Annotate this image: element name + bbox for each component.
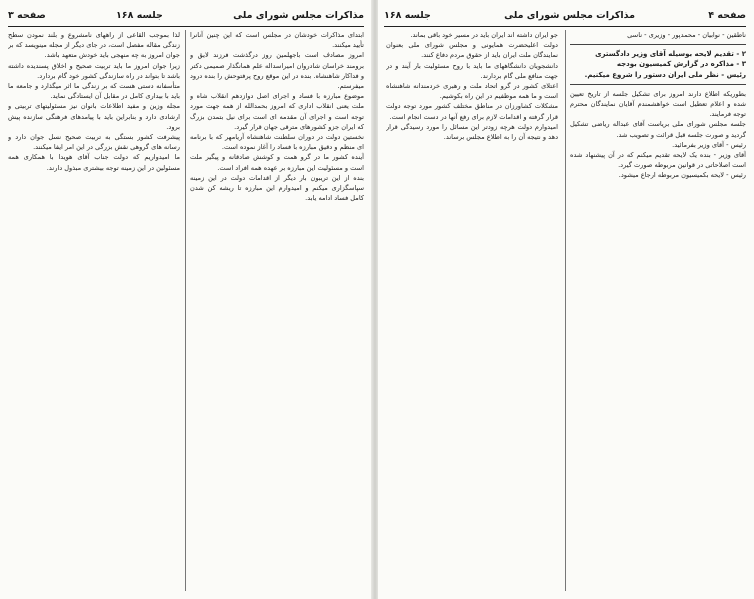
paragraph: بنده از این تریبون بار دیگر از اقدامات دولت در این زمینه سپاسگزاری میکنم و امیدوارم این مبارزه تا ریشه کن شدن کامل فساد ادامه یابد. bbox=[190, 173, 364, 203]
paragraph: رئیس - لایحه بکمیسیون مربوطه ارجاع میشود. bbox=[618, 171, 746, 180]
paragraph: لذا بموجب القاعی از راههای نامشروع و بلند نمودن سطح زندگی مقاله مفصل است، در جای دیگر از مجله مینویسد که بر جوان امروز به چه منهجی باید خودش متعهد باشد. bbox=[8, 31, 180, 60]
speakers-list: ناطقین - نوابیان - محمدپور - وزیری - ناسی bbox=[627, 31, 746, 39]
paragraph: جو ایران داشته اند ایران باید در مسیر خود باقی بماند. bbox=[410, 31, 558, 39]
paragraph: موضوع مبارزه با فساد و اجرای اصل دوازدهم انقلاب شاه و ملت یعنی انقلاب اداری که امروز بحمدالله از همه جهت مورد توجه است و اجرای آن مقدمه ای است برای نیل بتمدن بزرگ که ایران جزو کشورهای مترقی جهان قرار گیرد. bbox=[190, 92, 364, 131]
paragraph: اعتلای کشور در گرو اتحاد ملت و رهبری خردمندانه شاهنشاه است و ما همه موظفیم در این راه بکوشیم. bbox=[386, 82, 558, 101]
paragraph: نخستین دولت در دوران سلطنت شاهنشاه آریامهر که با برنامه ای منظم و دقیق مبارزه با فساد را آغاز نموده است. bbox=[190, 133, 364, 152]
paragraph: آینده کشور ما در گرو همت و کوشش صادقانه و پیگیر ملت است و مسئولیت این مبارزه بر عهده همه افراد است. bbox=[190, 153, 364, 172]
left-header-page-number: صفحه ۳ bbox=[8, 9, 46, 21]
agenda-item: رئیس - نظر ملی ایران دستور را شروع میکنیم. bbox=[584, 70, 746, 79]
paragraph: متأسفانه دستی هست که بر زندگی ما اثر میگذارد و جامعه ما باید با بیداری کامل در مقابل آن ایستادگی نماید. bbox=[8, 82, 180, 101]
paragraph: ما امیدواریم که دولت جناب آقای هویدا با همکاری همه مسئولین در این زمینه توجه بیشتری مبذول دارند. bbox=[8, 153, 180, 172]
paragraph: ابتدای مذاکرات خودشان در مجلس است که این چنین آنانرا تأیید میکنند. bbox=[190, 31, 364, 50]
paragraph: آقای وزیر - بنده یک لایحه تقدیم میکنم که در آن پیشنهاد شده است اصلاحاتی در قوانین مربوطه صورت گیرد. bbox=[570, 151, 746, 170]
right-header-title: مذاکرات مجلس شورای ملی bbox=[504, 9, 636, 21]
paragraph: زیرا جوان امروز ما باید تربیت صحیح و اخلاق پسندیده داشته باشد تا بتواند در راه سازندگی کشور خود گام بردارد. bbox=[8, 61, 180, 80]
agenda-item: ۲ - تقدیم لایحه بوسیله آقای وزیر دادگستری bbox=[595, 50, 746, 59]
paragraph: جلسه مجلس شورای ملی بریاست آقای عبداله ریاضی تشکیل گردید و صورت جلسه قبل قرائت و تصویب شد. bbox=[570, 120, 746, 139]
left-header-session: جلسه ۱۶۸ bbox=[115, 9, 163, 21]
left-page-left-column bbox=[8, 30, 180, 593]
left-header-title: مذاکرات مجلس شورای ملی bbox=[233, 9, 364, 21]
left-page bbox=[0, 0, 372, 599]
section-divider bbox=[570, 44, 746, 45]
right-page bbox=[378, 0, 754, 599]
right-header-page-number: صفحه ۴ bbox=[708, 9, 746, 21]
paragraph: دولت اعلیحضرت همایونی و مجلس شورای ملی بعنوان نمایندگان ملت ایران باید از حقوق مردم دفاع کنند. bbox=[386, 41, 558, 60]
paragraph: دانشجویان دانشگاههای ما باید با روح مسئولیت بار آیند و در جهت منافع ملی گام بردارند. bbox=[386, 61, 558, 80]
right-page-right-column bbox=[570, 30, 746, 593]
paragraph: پیشرفت کشور بستگی به تربیت صحیح نسل جوان دارد و رسانه های گروهی نقش بزرگی در این امر ایفا میکنند. bbox=[8, 133, 180, 152]
left-page-header bbox=[8, 6, 364, 27]
right-page-left-column bbox=[386, 30, 558, 593]
agenda-item: ۳ - مذاکره در گزارش کمیسیون بودجه bbox=[616, 60, 746, 69]
paragraph: امیدوارم دولت هرچه زودتر این مسائل را مورد رسیدگی قرار دهد و نتیجه آن را به اطلاع مجلس برساند. bbox=[386, 122, 558, 142]
paragraph: مجله وزین و مفید اطلاعات بانوان نیز مسئولیتهای تربیتی و ارشادی دارد و بنابراین باید با پیامدهای فرهنگی سازنده پیش برود. bbox=[8, 102, 180, 131]
right-header-session: جلسه ۱۶۸ bbox=[384, 9, 431, 21]
section-divider bbox=[570, 84, 746, 85]
left-page-right-column bbox=[190, 30, 364, 593]
paragraph: بطوریکه اطلاع دارند امروز برای تشکیل جلسه از تاریخ تعیین شده و اعلام تعطیل است خواهشمندم آقایان نمایندگان محترم توجه فرمایند. bbox=[570, 89, 746, 119]
paragraph: رئیس - آقای وزیر بفرمائید. bbox=[672, 140, 746, 149]
column-divider bbox=[185, 30, 186, 591]
paragraph: مشکلات کشاورزان در مناطق مختلف کشور مورد توجه دولت قرار گرفته و اقدامات لازم برای رفع آنها در دست انجام است. bbox=[386, 102, 558, 121]
right-page-header bbox=[384, 6, 746, 27]
column-divider bbox=[565, 30, 566, 591]
paragraph: امروز مصادف است باجهلمین روز درگذشت فرزند لایق و برومند خراسان شادروان امیراسداله علم همانگذار صمیمی دکتر و فداکار شاهنشاه. بنده در این موقع روح پرفتوحش را بنده درود میفرستم. bbox=[190, 51, 364, 91]
